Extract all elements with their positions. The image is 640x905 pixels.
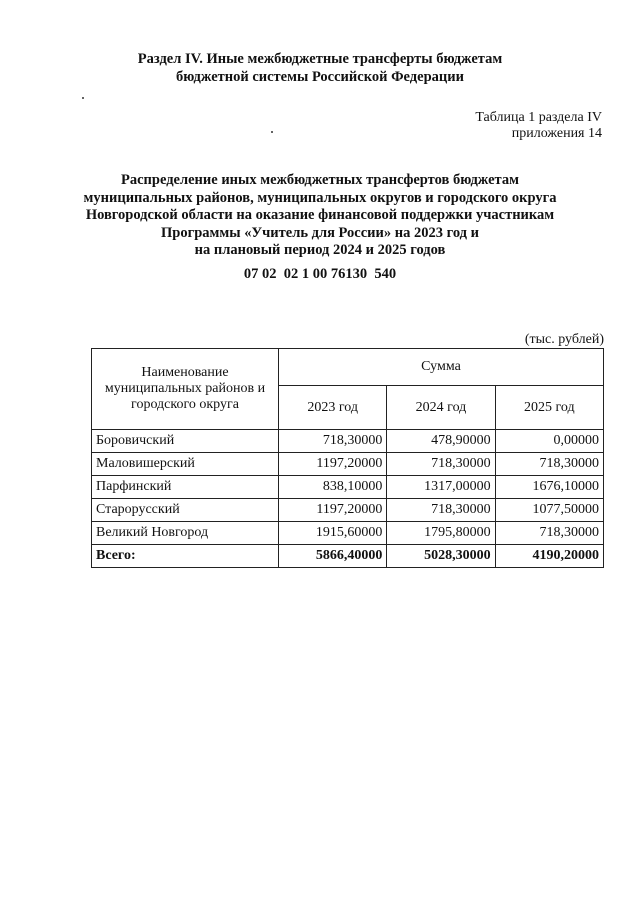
row-value-2025: 0,00000 (495, 430, 603, 453)
row-value-2025: 718,30000 (495, 522, 603, 545)
section-title (0, 50, 640, 86)
column-header-2024: 2024 год (387, 386, 495, 430)
scan-speck (271, 131, 273, 133)
table-row (92, 499, 604, 522)
row-value-2024: 1795,80000 (387, 522, 495, 545)
row-value-2023: 1915,60000 (279, 522, 387, 545)
row-name: Великий Новгород (92, 522, 279, 545)
total-label: Всего: (92, 545, 279, 568)
distribution-title-line3: Новгородской области на оказание финансовой поддержки участникам (85, 207, 555, 223)
section-title-line1: Раздел IV. Иные межбюджетные трансферты бюджетам (137, 51, 503, 67)
distribution-title-line1: Распределение иных межбюджетных трансфертов бюджетам (121, 172, 519, 188)
row-value-2024: 478,90000 (387, 430, 495, 453)
row-value-2025: 1077,50000 (495, 499, 603, 522)
table-row (92, 453, 604, 476)
units-label: (тыс. рублей) (524, 332, 604, 347)
column-header-2023: 2023 год (279, 386, 387, 430)
distribution-title-line5: на плановый период 2024 и 2025 годов (194, 242, 446, 258)
row-name: Парфинский (92, 476, 279, 499)
distribution-title (0, 172, 640, 260)
table-reference (475, 110, 602, 142)
row-value-2025: 1676,10000 (495, 476, 603, 499)
row-value-2024: 1317,00000 (387, 476, 495, 499)
transfers-table (91, 348, 604, 568)
budget-code: 07 02 02 1 00 76130 540 (243, 266, 397, 282)
column-header-2025: 2025 год (495, 386, 603, 430)
distribution-title-line2: муниципальных районов, муниципальных округов и городского округа (83, 189, 557, 206)
table-row (92, 522, 604, 545)
table-row (92, 476, 604, 499)
row-value-2023: 1197,20000 (279, 499, 387, 522)
row-value-2024: 718,30000 (387, 453, 495, 476)
distribution-title-line4: Программы «Учитель для России» на 2023 год и (161, 224, 479, 241)
table-reference-line2: приложения 14 (511, 126, 602, 141)
column-header-name: Наименование муниципальных районов и городского округа (92, 349, 279, 430)
row-name: Боровичский (92, 430, 279, 453)
table-total-row (92, 545, 604, 568)
row-name: Маловишерский (92, 453, 279, 476)
row-value-2023: 1197,20000 (279, 453, 387, 476)
row-name: Старорусский (92, 499, 279, 522)
total-value-2024: 5028,30000 (387, 545, 495, 568)
row-value-2023: 838,10000 (279, 476, 387, 499)
table-row (92, 430, 604, 453)
table-reference-line1: Таблица 1 раздела IV (475, 110, 602, 125)
row-value-2023: 718,30000 (279, 430, 387, 453)
total-value-2025: 4190,20000 (495, 545, 603, 568)
section-title-line2: бюджетной системы Российской Федерации (176, 69, 464, 85)
total-value-2023: 5866,40000 (279, 545, 387, 568)
row-value-2024: 718,30000 (387, 499, 495, 522)
column-header-sum: Сумма (279, 349, 604, 386)
row-value-2025: 718,30000 (495, 453, 603, 476)
scan-speck (82, 97, 84, 99)
